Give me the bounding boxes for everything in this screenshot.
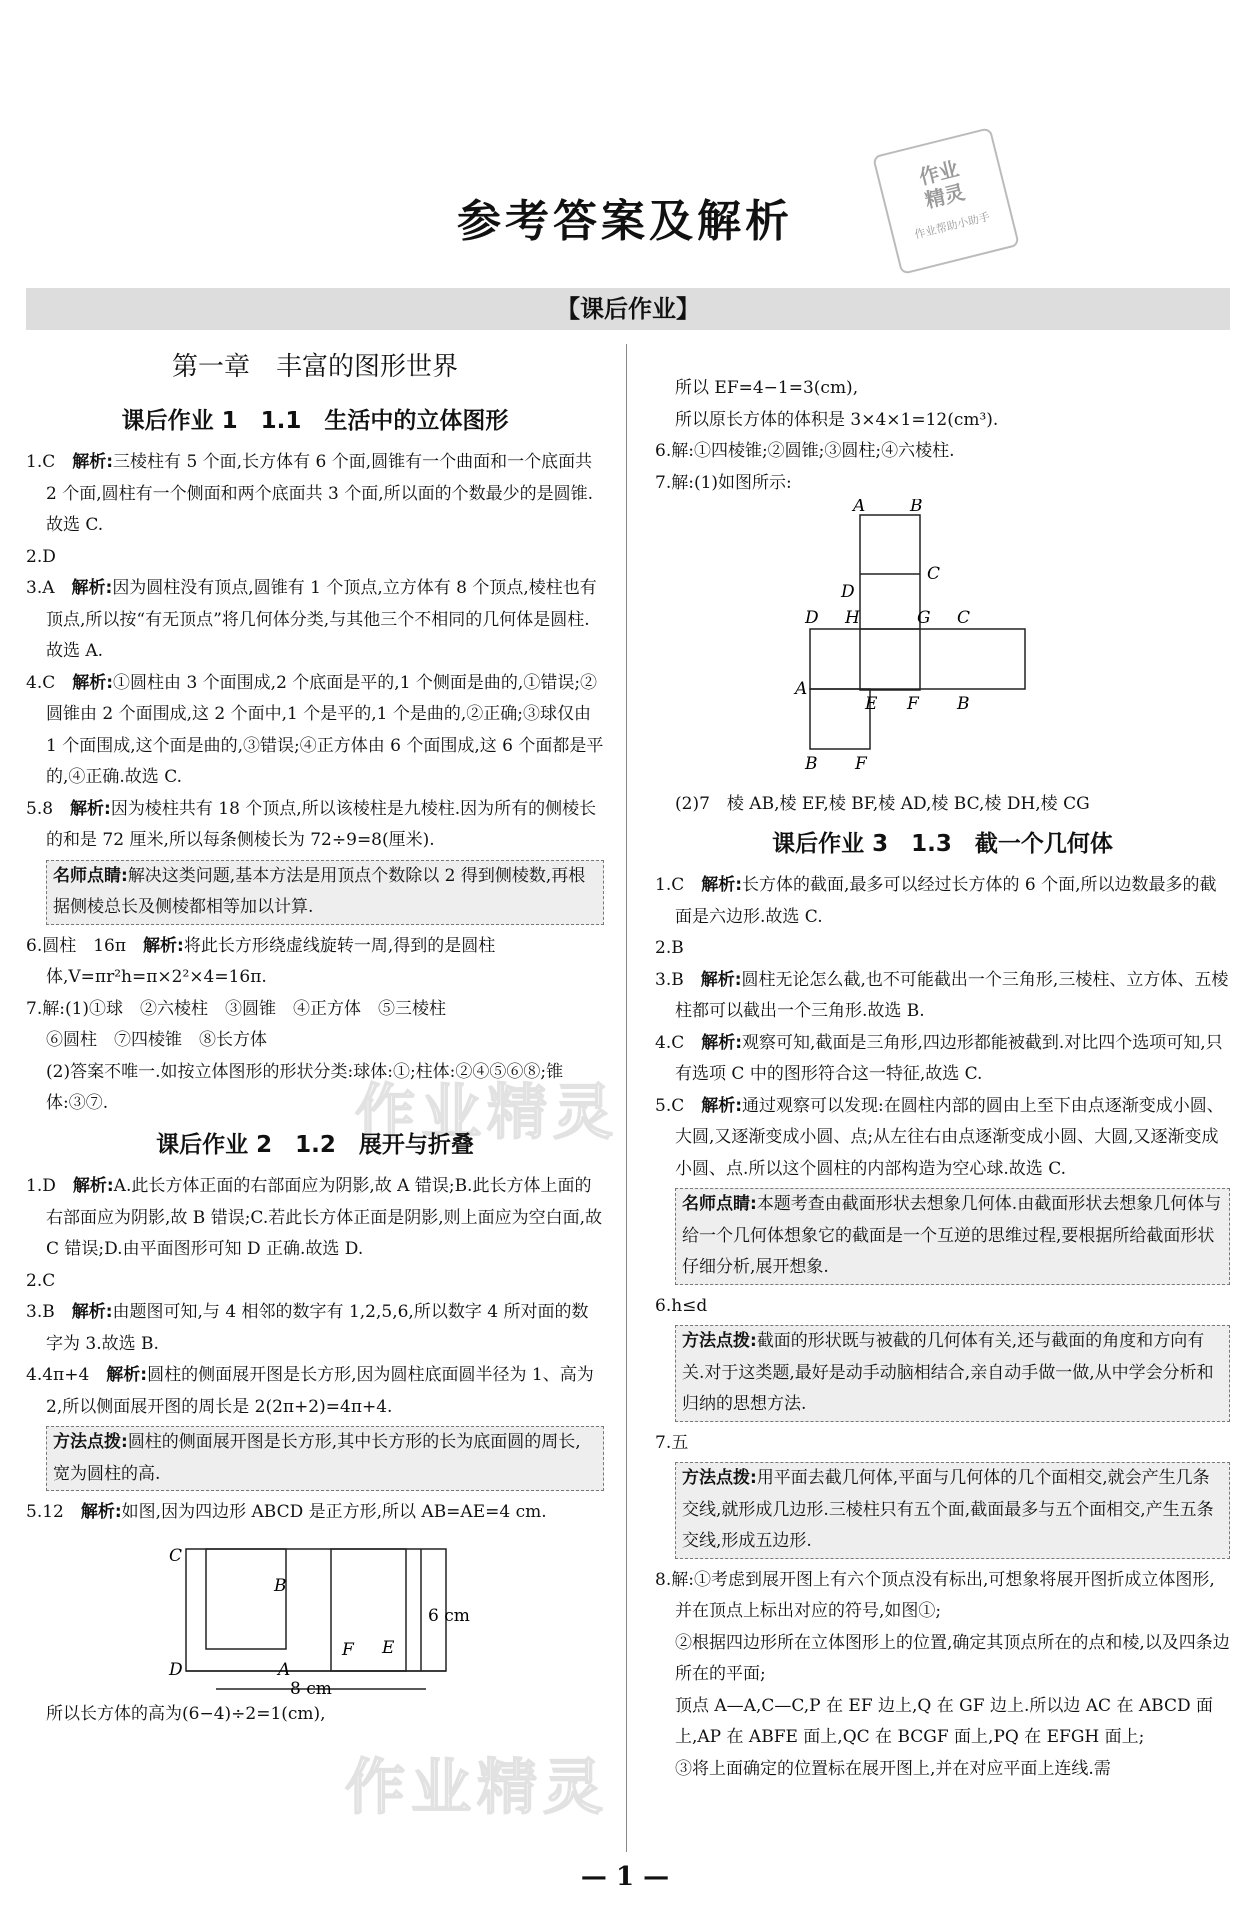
net-label: F (907, 694, 919, 714)
column-divider (626, 344, 627, 1852)
answer-item: 4.C 解析:①圆柱由 3 个面围成,2 个底面是平的,1 个侧面是曲的,①错误;②圆锥由 2 个面围成,这 2 个面中,1 个是平的,1 个是曲的,②正确;③球仅由 1 个面围成,这个面是曲的,③错误;④正方体由 6 个面围成,这 6 个面都是平的,④正确.故选 C. (26, 672, 604, 787)
answer-item: 2.B (655, 938, 684, 958)
fig-label-height: 6 cm (428, 1605, 470, 1626)
answer-continuation: 所以原长方体的体积是 3×4×1=12(cm³). (675, 409, 999, 430)
fig-label-width: 8 cm (290, 1678, 332, 1699)
answer-item: 7.解:(1)如图所示: (655, 472, 792, 493)
watermark-text: 作业精灵 (355, 1078, 619, 1148)
net-label: E (865, 694, 878, 714)
net-label: G (917, 608, 931, 628)
answer-item: 8.解:①考虑到展开图上有六个顶点没有标出,可想象将展开图折成立体图形,并在顶点上标出对应的符号,如图①; (655, 1569, 1215, 1621)
net-bottom (810, 689, 870, 749)
net-label: C (957, 608, 971, 628)
left-column (26, 348, 604, 1730)
net-row (810, 629, 1025, 689)
fig-label-b: B (274, 1575, 287, 1596)
net-label: A (853, 499, 866, 516)
fig-label-c: C (169, 1545, 183, 1566)
unfolded-box-figure (26, 1529, 586, 1699)
answer-continuation: 顶点 A—A,C—C,P 在 EF 边上,Q 在 GF 边上.所以边 AC 在 ABCD 面上,AP 在 ABFE 面上,QC 在 BCGF 面上,PQ 在 EFGH 面上; (675, 1695, 1213, 1747)
tip-box: 方法点拨:截面的形状既与被截的几何体有关,还与截面的角度和方向有关.对于这类题,最好是动手动脑相结合,亲自动手做一做,从中学会分析和归纳的思想方法. (675, 1325, 1230, 1422)
answer-item: 5.8 解析:因为棱柱共有 18 个顶点,所以该棱柱是九棱柱.因为所有的侧棱长的和是 72 厘米,所以每条侧棱长为 72÷9=8(厘米). (26, 798, 597, 850)
fig-label-f: F (342, 1639, 354, 1660)
watermark-stamp (872, 127, 1020, 275)
net-label: B (805, 754, 818, 774)
stamp-line-2: 精灵 (922, 179, 968, 213)
answer-item: 1.C 解析:长方体的截面,最多可以经过长方体的 6 个面,所以边数最多的截面是六边形.故选 C. (655, 875, 1217, 927)
answer-item: 7.解:(1)①球 ②六棱柱 ③圆锥 ④正方体 ⑤三棱柱 (26, 998, 447, 1019)
answer-item: 1.D 解析:A.此长方体正面的右部面应为阴影,故 A 错误;B.此长方体上面的右部面应为阴影,故 B 错误;C.若此长方体正面是阴影,则上面应为空白面,故 C 错误;D.由平面图形可知 D 正确.故选 D. (26, 1176, 603, 1259)
net-label: A (795, 679, 808, 699)
answer-continuation: 所以 EF=4−1=3(cm), (675, 378, 859, 398)
tip-box: 方法点拨:用平面去截几何体,平面与几何体的几个面相交,就会产生几条交线,就形成几边形.三棱柱只有五个面,截面最多与五个面相交,产生五条交线,形成五边形. (675, 1462, 1230, 1559)
cube-net-figure (655, 499, 1215, 789)
answer-item: 2.C (26, 1270, 56, 1291)
fig-rect-top (206, 1549, 286, 1649)
section-header: 【课后作业】 (26, 288, 1230, 330)
net-label: F (855, 754, 867, 774)
net-label: C (927, 564, 941, 584)
tip-box: 名师点睛:本题考查由截面形状去想象几何体.由截面形状去想象几何体与给一个几何体想象它的截面是一个互逆的思维过程,要根据所给截面形状仔细分析,展开想象. (675, 1188, 1230, 1285)
answer-continuation: (2)7 棱 AB,棱 EF,棱 BF,棱 AD,棱 BC,棱 DH,棱 CG (675, 794, 1090, 814)
answer-item: 6.h≤d (655, 1295, 708, 1316)
answer-continuation: (2)答案不唯一.如按立体图形的形状分类:球体:①;柱体:②④⑤⑥⑧;锥体:③⑦. (46, 1061, 564, 1113)
answer-item: 1.C 解析:三棱柱有 5 个面,长方体有 6 个面,圆锥有一个曲面和一个底面共 2 个面,圆柱有一个侧面和两个底面共 3 个面,所以面的个数最少的是圆锥.故选 C. (26, 452, 594, 535)
answer-continuation: 所以长方体的高为(6−4)÷2=1(cm), (46, 1703, 326, 1724)
watermark-text: 作业精灵 (345, 1753, 609, 1823)
net-label: B (910, 499, 923, 516)
fig-label-e: E (382, 1637, 395, 1658)
stamp-line-1: 作业 (916, 156, 962, 190)
answer-item: 3.B 解析:由题图可知,与 4 相邻的数字有 1,2,5,6,所以数字 4 所对面的数字为 3.故选 B. (26, 1302, 589, 1354)
fig-label-d: D (169, 1659, 183, 1680)
answer-item: 2.D (26, 546, 56, 567)
net-label: D (841, 582, 855, 602)
tip-box: 名师点睛:解决这类问题,基本方法是用顶点个数除以 2 得到侧棱数,再根据侧棱总长及侧棱都相等加以计算. (46, 860, 604, 925)
tip-box: 方法点拨:圆柱的侧面展开图是长方形,其中长方形的长为底面圆的周长,宽为圆柱的高. (46, 1426, 604, 1491)
answer-continuation: ③将上面确定的位置标在展开图上,并在对应平面上连线.需 (675, 1758, 1111, 1779)
answer-item: 7.五 (655, 1432, 689, 1453)
net-label: D (805, 608, 819, 628)
right-column (655, 373, 1230, 1785)
page-number: — 1 — (580, 1862, 670, 1892)
homework-3-title: 课后作业 3 1.3 截一个几何体 (772, 830, 1113, 857)
fig-rect-outer (186, 1549, 446, 1671)
chapter-title: 第一章 丰富的图形世界 (171, 352, 458, 382)
answer-item: 5.C 解析:通过观察可以发现:在圆柱内部的圆由上至下由点逐渐变成小圆、大圆,又逐渐变成小圆、点;从左往右由点逐渐变成小圆、大圆,又逐渐变成小圆、点.所以这个圆柱的内部构造为空心球.故选 C. (655, 1095, 1224, 1179)
answer-item: 5.12 解析:如图,因为四边形 ABCD 是正方形,所以 AB=AE=4 cm. (26, 1502, 547, 1522)
answer-item: 3.B 解析:圆柱无论怎么截,也不可能截出一个三角形,三棱柱、立方体、五棱柱都可以截出一个三角形.故选 B. (655, 969, 1229, 1021)
answer-item: 4.4π+4 解析:圆柱的侧面展开图是长方形,因为圆柱底面圆半径为 1、高为 2,所以侧面展开图的周长是 2(2π+2)=4π+4. (26, 1365, 594, 1417)
answer-item: 6.解:①四棱锥;②圆锥;③圆柱;④六棱柱. (655, 441, 955, 461)
page-title: 参考答案及解析 (457, 196, 793, 247)
net-label: H (845, 608, 860, 628)
answer-continuation: ②根据四边形所在立体图形上的位置,确定其顶点所在的点和棱,以及四条边所在的平面; (675, 1632, 1230, 1684)
net-label: B (957, 694, 970, 714)
fig-label-a: A (278, 1659, 291, 1680)
net-column (860, 515, 920, 690)
homework-1-title: 课后作业 1 1.1 生活中的立体图形 (121, 407, 509, 434)
homework-2-title: 课后作业 2 1.2 展开与折叠 (156, 1131, 474, 1158)
answer-continuation: ⑥圆柱 ⑦四棱锥 ⑧长方体 (46, 1030, 267, 1050)
answer-item: 4.C 解析:观察可知,截面是三角形,四边形都能被截到.对比四个选项可知,只有选项 C 中的图形符合这一特征,故选 C. (655, 1032, 1223, 1084)
stamp-line-3: 作业帮助小助手 (913, 210, 992, 242)
answer-item: 3.A 解析:因为圆柱没有顶点,圆锥有 1 个顶点,立方体有 8 个顶点,棱柱也有顶点,所以按“有无顶点”将几何体分类,与其他三个不相同的几何体是圆柱.故选 A. (26, 578, 597, 661)
answer-item: 6.圆柱 16π 解析:将此长方形绕虚线旋转一周,得到的是圆柱体,V=πr²h=π×2²×4=16π. (26, 935, 496, 987)
